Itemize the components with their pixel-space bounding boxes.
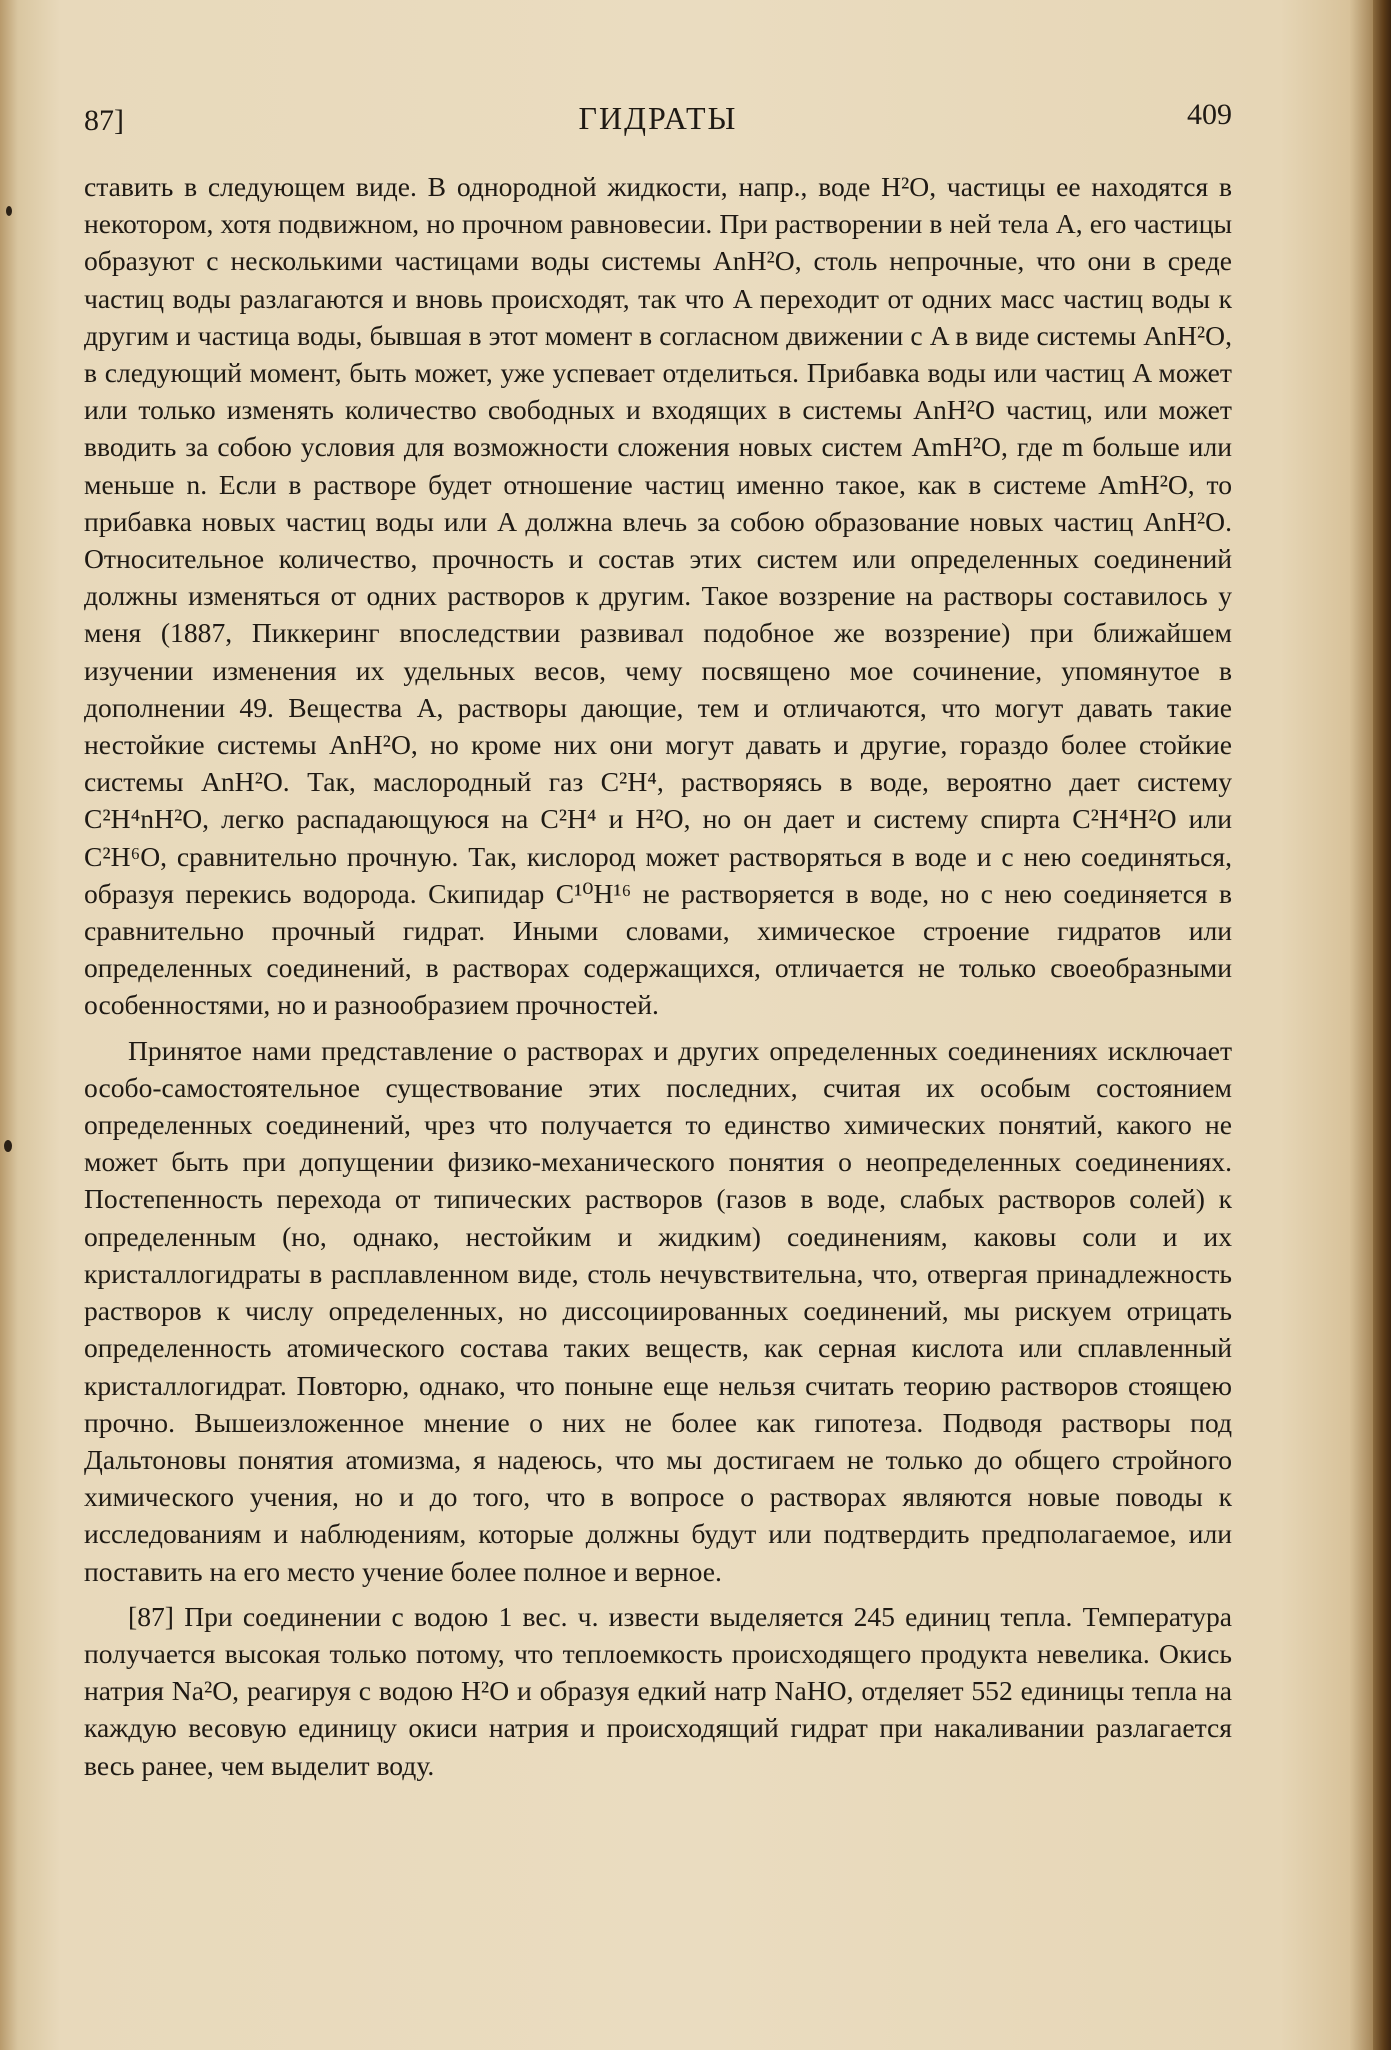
book-spine-edge <box>1373 0 1391 2050</box>
margin-ink-mark <box>6 206 12 216</box>
section-marker: 87] <box>84 104 124 137</box>
paragraph-definite-compounds: Принятое нами представление о растворах и других определенных соединениях исключает особо-самостоятельное существование этих последних, считая их особым состоянием определенных соединений, чрез что получается то единство химических понятий, какого не может быть при допущении физико-механического понятия о неопределенных соединениях. Постепенность перехода от типических растворов (газов в воде, слабых растворов солей) к определенным (но, однако, нестойким и жидким) соединениям, каковы соли и их кристаллогидраты в расплавленном виде, столь нечувствительна, что, отвергая принадлежность растворов к числу определенных, но диссоциированных соединений, мы рискуем отрицать определенность атомического состава таких веществ, как серная кислота или сплавленный кристаллогидрат. Повторю, однако, что поныне еще нельзя считать теорию растворов стоящею прочно. Вышеизложенное мнение о них не более как гипотеза. Подводя растворы под Дальтоновы понятия атомизма, я надеюсь, что мы достигаем не только до общего стройного химического учения, но и до того, что в вопросе о растворах являются новые поводы к исследованиям и наблюдениям, которые должны будут или подтвердить предполагаемое, или поставить на его место учение более полное и верное. <box>84 1034 1232 1587</box>
paragraph-footnote-87: [87] При соединении с водою 1 вес. ч. извести выделяется 245 единиц тепла. Температура получается высокая только потому, что теплоемкость происходящего продукта невелика. Окись натрия Na²O, реагируя с водою H²O и образуя едкий натр NaHO, отделяет 552 единицы тепла на каждую весовую единицу окиси натрия и происходящий гидрат при накаливании разлагается весь ранее, чем выделит воду. <box>84 1600 1232 1781</box>
page-title: ГИДРАТЫ <box>578 100 738 136</box>
page-number: 409 <box>1187 98 1232 131</box>
paragraph-solutions-theory: ставить в следующем виде. В однородной жидкости, напр., воде H²O, частицы ее находятся в некотором, хотя подвижном, но прочном равновесии. При растворении в ней тела A, его частицы образуют с несколькими частицами воды системы AnH²O, столь непрочные, что они в среде частиц воды разлагаются и вновь происходят, так что A переходит от одних масс частиц воды к другим и частица воды, бывшая в этот момент в согласном движении с A в виде системы AnH²O, в следующий момент, быть может, уже успевает отделиться. Прибавка воды или частиц A может или только изменять количество свободных и входящих в системы AnH²O частиц, или может вводить за собою условия для возможности сложения новых систем AmH²O, где m больше или меньше n. Если в растворе будет отношение частиц именно такое, как в системе AmH²O, то прибавка новых частиц воды или A должна влечь за собою образование новых частиц AnH²O. Относительное количество, прочность и состав этих систем или определенных соединений должны изменяться от одних растворов к другим. Такое воззрение на растворы составилось у меня (1887, Пиккеринг впоследствии развивал подобное же воззрение) при ближайшем изучении изменения их удельных весов, чему посвящено мое сочинение, упомянутое в дополнении 49. Вещества A, растворы дающие, тем и отличаются, что могут давать такие нестойкие системы AnH²O, но кроме них они могут давать и другие, гораздо более стойкие системы AnH²O. Так, маслородный газ C²H⁴, растворяясь в воде, вероятно дает систему C²H⁴nH²O, легко распадающуюся на C²H⁴ и H²O, но он дает и систему спирта C²H⁴H²O или C²H⁶O, сравнительно прочную. Так, кислород может растворяться в воде и с нею соединяться, образуя перекись водорода. Скипидар C¹⁰H¹⁶ не растворяется в воде, но с нею соединяется в сравнительно прочный гидрат. Иными словами, химическое строение гидратов или определенных соединений, в растворах содержащихся, отличается не только своеобразными особенностями, но и разнообразием прочностей. <box>84 171 1232 1021</box>
body-text <box>84 168 1232 1784</box>
running-header <box>84 96 1232 146</box>
margin-ink-mark <box>4 1140 12 1152</box>
